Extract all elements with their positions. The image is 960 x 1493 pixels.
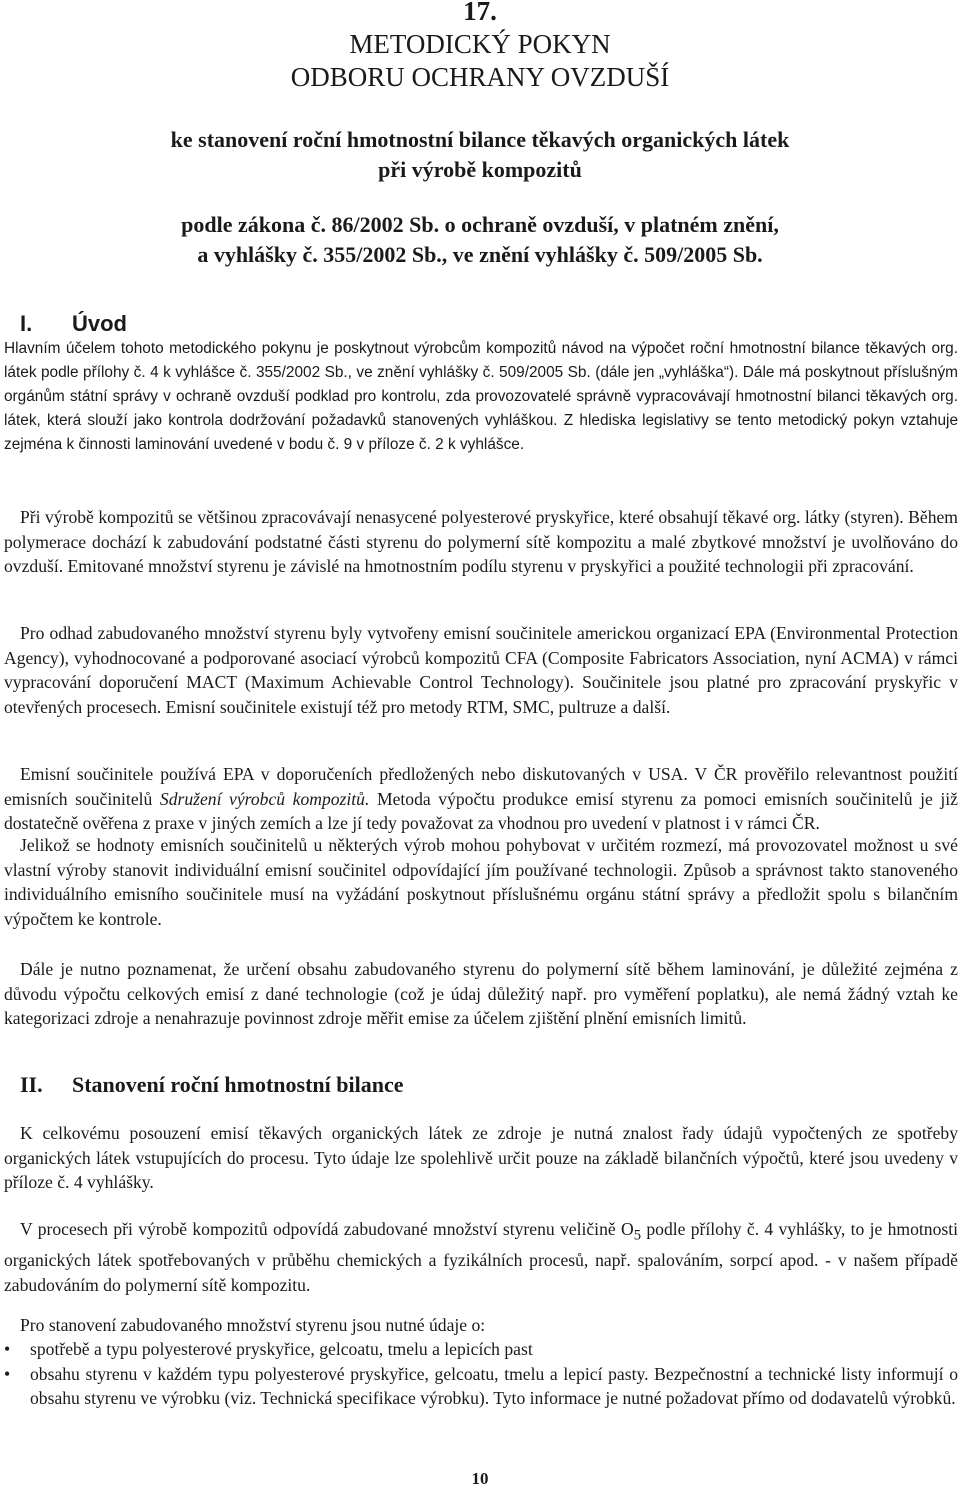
intro-paragraph-4 (4, 762, 958, 836)
section-number: I. (20, 311, 33, 336)
document-title-line1: METODICKÝ POKYN (349, 29, 611, 59)
bullet-icon: • (4, 1339, 11, 1359)
document-subtitle-line2: při výrobě kompozitů (378, 157, 582, 182)
association-name: Sdružení výrobců kompozitů. (159, 788, 370, 809)
intro-paragraph-2: Při výrobě kompozitů se většinou zpracovávají nenasycené polyesterové pryskyřice, které obsahují těkavé org. látky (styren). Během polymerace dochází k zabudování podstatné části styrenu do polymerní sítě kompozitu a malé zbytkové množství je uvolňováno do ovzduší. Emitované množství styrenu je závislé na hmotnostním podílu styrenu v pryskyřici a použité technologii při zpracování. (4, 507, 958, 576)
paragraph-text: Emisní součinitele používá EPA v doporučeních předložených nebo diskutovaných v USA. V ČR prověřilo relevantnost použití emisních součinitelů (4, 764, 958, 809)
section-number: II. (20, 1072, 43, 1097)
required-data-list (4, 1337, 958, 1411)
list-item (4, 1362, 958, 1411)
section-title: Úvod (72, 311, 127, 336)
intro-paragraph-5: Jelikož se hodnoty emisních součinitelů u některých výrob mohou pohybovat v určitém rozmezí, má provozovatel možnost u své vlastní výroby stanovit individuální emisní součinitel odpovídající jím používané technologii. Způsob a správnost takto stanoveného individuálního emisního součinitele musí na vyžádání poskytnout příslušnému orgánu státní správy a předložit spolu s bilančním výpočtem ke kontrole. (4, 835, 958, 929)
intro-paragraph-3: Pro odhad zabudovaného množství styrenu byly vytvořeny emisní součinitele americkou organizací EPA (Environmental Protection Agency), vyhodnocované a podporované asociací výrobců kompozitů CFA (Composite Fabricators Association, nyní ACMA) v rámci vypracování doporučení MACT (Maximum Achievable Control Technology). Součinitele jsou platné pro zpracování pryskyřic v otevřených procesech. Emisní součinitele existují též pro metody RTM, SMC, pultruze a další. (4, 623, 958, 717)
paragraph-text: V procesech při výrobě kompozitů odpovídá zabudované množství styrenu veličině O (20, 1219, 634, 1239)
document-title-line2: ODBORU OCHRANY OVZDUŠÍ (290, 62, 670, 92)
paragraph-text: Metoda výpočtu produkce emisí styrenu za pomoci emisních součinitelů je již dostatečně ověřena z praxe v jiných zemích a lze jí tedy považovat za vhodnou pro uvedení v platnost i v rámci ČR. (4, 788, 958, 833)
subscript: 5 (633, 1227, 642, 1244)
section-heading-intro (20, 311, 127, 337)
list-item-text: obsahu styrenu v každém typu polyesterové pryskyřice, gelcoatu, tmelu a lepicí pasty. Bezpečnostní a technické listy informují o obsahu styrenu ve výrobku (viz. Technická specifikace výrobku). Tyto informace je nutné požadovat přímo od dodavatelů výrobků. (30, 1363, 958, 1408)
intro-paragraph-1: Hlavním účelem tohoto metodického pokynu je poskytnout výrobcům kompozitů návod na výpočet roční hmotnostní bilance těkavých org. látek podle přílohy č. 4 k vyhlášce č. 355/2002 Sb., ve znění vyhlášky č. 509/2005 Sb. (dále jen „vyhláška“). Dále má poskytnout příslušným orgánům státní správy v ochraně ovzduší podklad pro kontrolu, zda provozovatelé správně vypracovávají hmotnostní bilanci těkavých org. látek, která slouží jako kontrola dodržování požadavků stanovených vyhláškou. Z hlediska legislativy se tento metodický pokyn vztahuje zejména k činnosti laminování uvedené v bodu č. 9 v příloze č. 2 k vyhlášce. (4, 340, 958, 453)
list-item (4, 1337, 958, 1362)
document-subtitle-line1: ke stanovení roční hmotnostní bilance těkavých organických látek (170, 127, 790, 152)
section-heading-balance (20, 1072, 403, 1098)
balance-paragraph-1: K celkovému posouzení emisí těkavých organických látek ze zdroje je nutná znalost řady údajů vypočtených ze spotřeby organických látek vstupujících do procesu. Tyto údaje lze spolehlivě určit pouze na základě bilančních výpočtů, které jsou uvedeny v příloze č. 4 vyhlášky. (4, 1123, 958, 1192)
document-number: 17. (463, 0, 497, 26)
legal-basis-line1: podle zákona č. 86/2002 Sb. o ochraně ovzduší, v platném znění, (181, 212, 779, 237)
intro-paragraph-6: Dále je nutno poznamenat, že určení obsahu zabudovaného styrenu do polymerní sítě během laminování, je důležité zejména z důvodu výpočtu celkových emisí z dané technologie (což je údaj důležitý např. pro vyměření poplatku), ale nemá žádný vztah ke kategorizaci zdroje a nenahrazuje povinnost zdroje měřit emise za účelem zjištění plnění emisních limitů. (4, 959, 958, 1028)
bullet-icon: • (4, 1363, 11, 1384)
balance-paragraph-3: Pro stanovení zabudovaného množství styrenu jsou nutné údaje o: (20, 1315, 486, 1335)
balance-paragraph-2 (4, 1217, 958, 1297)
section-title: Stanovení roční hmotnostní bilance (72, 1072, 404, 1097)
paragraph-text: podle přílohy č. 4 vyhlášky, to je hmotnosti organických látek spotřebovaných v průběhu chemických a fyzikálních procesů, např. spalováním, sorpcí apod. - v našem případě zabudováním do polymerní sítě kompozitu. (4, 1219, 959, 1295)
legal-basis-line2: a vyhlášky č. 355/2002 Sb., ve znění vyhlášky č. 509/2005 Sb. (197, 242, 763, 267)
list-item-text: spotřebě a typu polyesterové pryskyřice, gelcoatu, tmelu a lepicích past (30, 1339, 533, 1359)
page-number: 10 (471, 1469, 489, 1488)
